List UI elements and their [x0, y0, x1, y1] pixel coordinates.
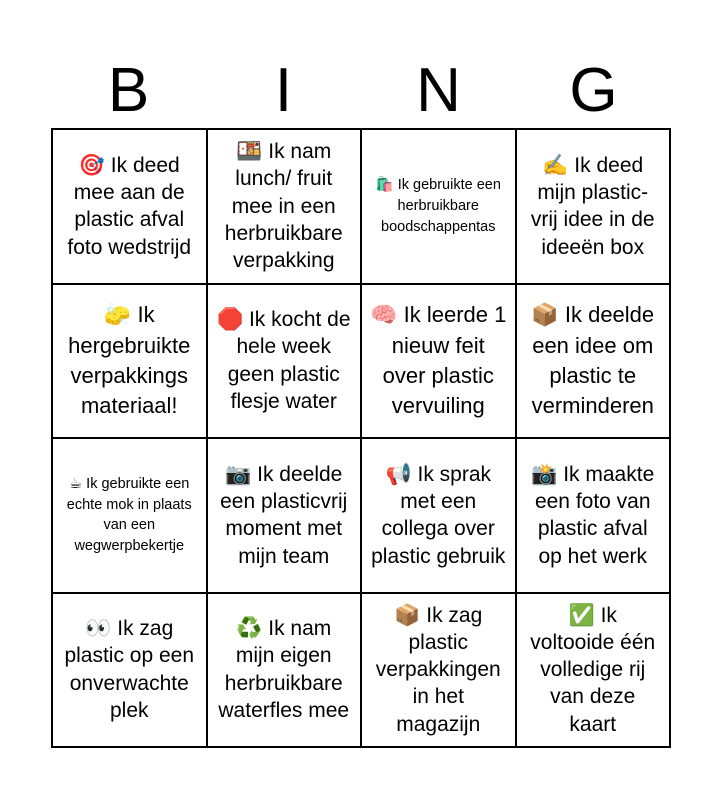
header-letter-i: I: [274, 56, 293, 125]
eyes-icon: 👀: [85, 616, 112, 641]
check-mark-icon: ✅: [568, 602, 595, 627]
bingo-cell[interactable]: [517, 130, 672, 285]
package-icon: 📦: [531, 303, 559, 329]
cell-label: [370, 300, 507, 421]
bingo-cell[interactable]: [362, 439, 517, 594]
bingo-cell[interactable]: [208, 285, 363, 440]
bento-box-icon: 🍱: [236, 139, 263, 163]
cell-label: [525, 300, 662, 421]
cell-label: [61, 615, 198, 724]
cell-label: [525, 602, 662, 738]
cell-text: Ik nam lunch/ fruit mee in een herbruikbare verpakking: [224, 140, 343, 273]
recycle-icon: ♻️: [236, 616, 263, 641]
bingo-grid: [51, 128, 671, 748]
cell-label: [525, 152, 662, 261]
cell-text: Ik zag plastic verpakkingen in het magazijn: [375, 603, 501, 736]
cell-label: [61, 300, 198, 421]
camera-flash-icon: 📸: [531, 461, 558, 486]
cell-label: [525, 461, 662, 570]
bingo-cell[interactable]: [208, 130, 363, 285]
bingo-cell[interactable]: [362, 130, 517, 285]
bingo-cell[interactable]: [517, 285, 672, 440]
cell-text: Ik deelde een idee om plastic te verminderen: [531, 302, 655, 419]
megaphone-icon: 📢: [385, 461, 412, 486]
cell-label: [216, 306, 353, 415]
shopping-bags-icon: 🛍️: [375, 177, 394, 194]
bingo-cell[interactable]: [208, 594, 363, 749]
bingo-cell[interactable]: [53, 285, 208, 440]
cell-label: [216, 138, 353, 274]
package-icon: 📦: [394, 602, 421, 627]
cell-label: [370, 461, 507, 570]
cell-text: Ik deed mee aan de plastic afval foto wedstrijd: [67, 153, 192, 259]
cell-label: [61, 152, 198, 261]
sponge-icon: 🧽: [103, 303, 132, 329]
coffee-cup-icon: ☕: [69, 476, 83, 493]
target-icon: 🎯: [78, 152, 105, 177]
cell-text: Ik maakte een foto van plastic afval op het werk: [534, 462, 655, 568]
cell-text: Ik hergebruikte verpakkings materiaal!: [68, 302, 191, 419]
cell-text: Ik kocht de hele week geen plastic flesje water: [227, 308, 351, 414]
bingo-cell[interactable]: [362, 285, 517, 440]
bingo-cell[interactable]: [517, 439, 672, 594]
cell-label: [216, 461, 353, 570]
cell-label: [370, 602, 507, 738]
cell-label: [370, 175, 507, 237]
bingo-cell[interactable]: [53, 439, 208, 594]
cell-text: Ik deelde een plasticvrij moment met mijn team: [220, 462, 348, 568]
cell-text: Ik sprak met een collega over plastic gebruik: [371, 462, 506, 568]
cell-label: [216, 615, 353, 724]
cell-text: Ik deed mijn plastic-vrij idee in de ideeën box: [530, 153, 655, 259]
cell-text: Ik gebruikte een herbruikbare boodschappentas: [381, 177, 501, 235]
cell-text: Ik gebruikte een echte mok in plaats van een wegwerpbekertje: [66, 476, 192, 554]
header-letter-b: B: [107, 56, 150, 125]
cell-label: [61, 474, 198, 556]
brain-icon: 🧠: [370, 303, 398, 329]
bingo-cell[interactable]: [517, 594, 672, 749]
cell-text: Ik zag plastic op een onverwachte plek: [64, 617, 195, 723]
bingo-cell[interactable]: [53, 130, 208, 285]
header-letter-g: G: [569, 56, 618, 125]
stop-sign-icon: 🛑: [216, 307, 244, 332]
cell-text: Ik voltooide één volledige rij van deze kaart: [530, 603, 656, 736]
cell-text: Ik leerde 1 nieuw feit over plastic vervuiling: [382, 302, 507, 419]
bingo-header: [51, 54, 671, 128]
header-letter-n: N: [416, 56, 461, 125]
camera-icon: 📷: [225, 461, 252, 486]
bingo-cell[interactable]: [53, 594, 208, 749]
writing-hand-icon: ✍️: [542, 152, 569, 177]
bingo-cell[interactable]: [208, 439, 363, 594]
cell-text: Ik nam mijn eigen herbruikbare waterfles mee: [218, 617, 350, 723]
bingo-cell[interactable]: [362, 594, 517, 749]
